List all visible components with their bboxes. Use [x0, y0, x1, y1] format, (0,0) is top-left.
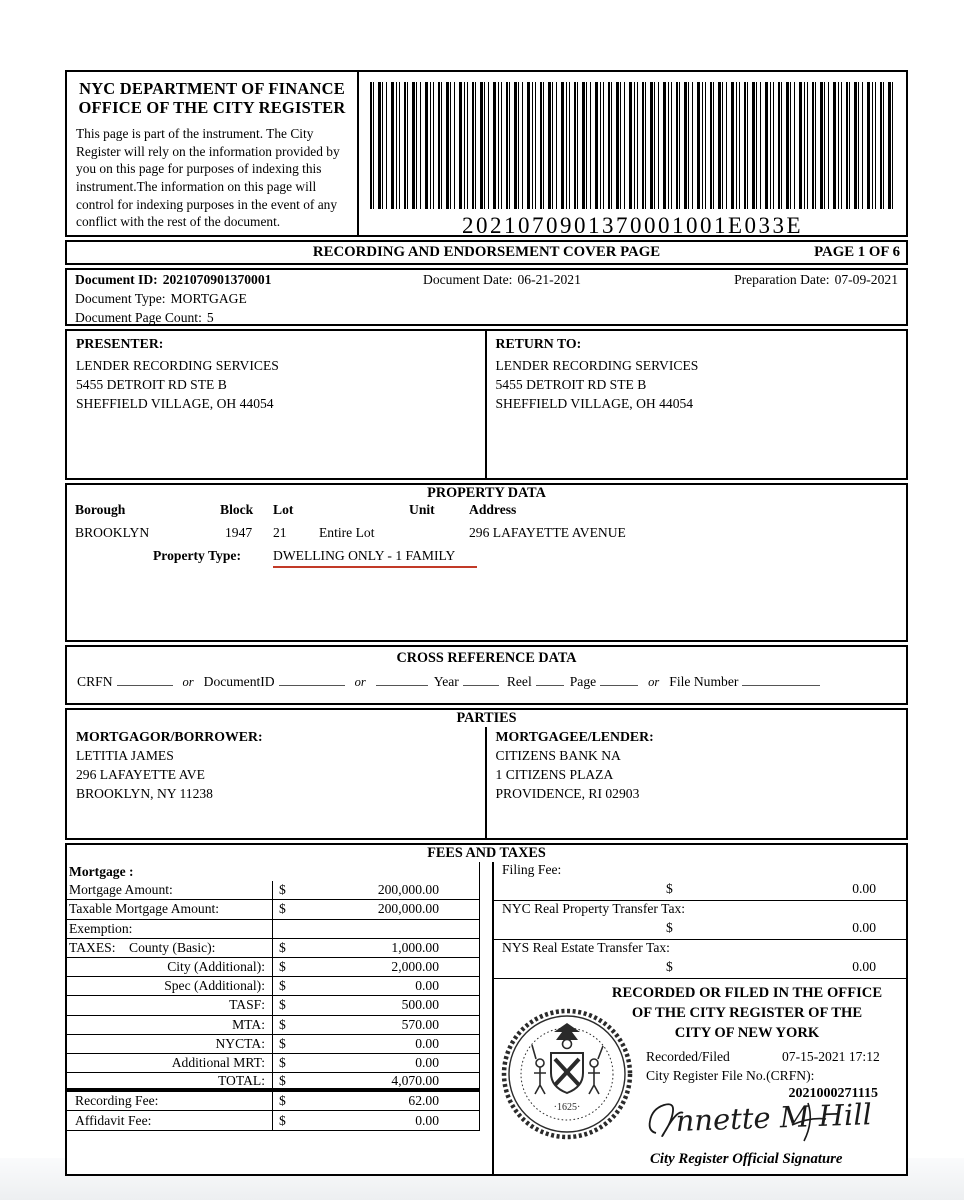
year-blank: [463, 673, 499, 686]
currency-symbol: $: [279, 1112, 286, 1128]
currency-symbol: $: [279, 997, 286, 1013]
currency-symbol: $: [279, 978, 286, 994]
address-header: Address: [469, 502, 517, 517]
presenter-name: LENDER RECORDING SERVICES: [76, 358, 279, 374]
agency-title-line2: OFFICE OF THE CITY REGISTER: [78, 98, 346, 118]
borrower-address2: BROOKLYN, NY 11238: [76, 785, 213, 801]
currency-symbol: $: [279, 901, 286, 917]
preparation-date-value: 07-09-2021: [834, 272, 898, 287]
recorded-filed-box: [494, 979, 906, 1178]
document-type-label: Document Type:: [75, 291, 166, 306]
currency-symbol: $: [279, 1035, 286, 1051]
lender-title: MORTGAGEE/LENDER:: [495, 729, 654, 744]
recorded-heading-line1: RECORDED OR FILED IN THE OFFICE: [611, 985, 883, 1001]
barcode-number: 2021070901370001001E033E: [461, 213, 804, 238]
fee-row-mortgage-amount: [67, 881, 480, 900]
fees-body: [67, 862, 906, 1175]
recording-cover-document: [65, 70, 908, 1176]
or-word-1: or: [182, 675, 194, 689]
page-count-label: Document Page Count:: [75, 310, 202, 325]
borrower-title: MORTGAGOR/BORROWER:: [76, 729, 263, 744]
documentid-blank: [279, 673, 345, 686]
signature-name-text: nnette M Hill: [675, 1097, 873, 1138]
lender-address1: 1 CITIZENS PLAZA: [495, 766, 614, 782]
lot-extent-value: Entire Lot: [319, 525, 375, 540]
borrower-address1: 296 LAFAYETTE AVE: [76, 766, 205, 782]
document-info-section: [65, 268, 908, 326]
address-value: 296 LAFAYETTE AVENUE: [469, 525, 626, 540]
header-section: [65, 70, 908, 237]
fee-row-label: Spec (Additional):: [164, 978, 265, 994]
borough-header: Borough: [75, 502, 126, 517]
crfn-file-value: 2021000271115: [788, 1086, 878, 1101]
fees-title: FEES AND TAXES: [427, 845, 546, 861]
currency-symbol: $: [666, 959, 673, 974]
barcode-image: [370, 82, 895, 209]
return-to-address1: 5455 DETROIT RD STE B: [495, 376, 647, 392]
recorded-filed-label: Recorded/Filed: [646, 1049, 730, 1064]
agency-title-line1: NYC DEPARTMENT OF FINANCE: [79, 79, 345, 98]
nyc-city-seal-icon: [500, 1007, 634, 1141]
presenter-address1: 5455 DETROIT RD STE B: [76, 376, 227, 392]
fee-row-label: MTA:: [232, 1016, 265, 1032]
lender-box: [487, 727, 907, 839]
property-type-label: Property Type:: [153, 548, 241, 563]
page-blank: [600, 673, 638, 686]
filing-fee-amount: 0.00: [852, 881, 876, 896]
fee-row-label: [67, 940, 272, 956]
nys-rett-block: [494, 940, 906, 979]
presenter-return-section: [65, 329, 908, 480]
title-bar: [65, 240, 908, 265]
lot-value: 21: [273, 525, 287, 540]
page-number-label: PAGE 1 OF 6: [814, 244, 900, 260]
currency-symbol: $: [279, 1054, 286, 1070]
reel-blank: [536, 673, 564, 686]
fee-amount: 570.00: [401, 1016, 439, 1032]
agency-box: [67, 72, 359, 235]
fee-row-label: Mortgage Amount:: [69, 882, 173, 898]
fee-amount: 0.00: [415, 978, 439, 994]
fee-row-label: Exemption:: [69, 920, 133, 936]
agency-notice: This page is part of the instrument. The City Register will rely on the information provided by you on this page for purposes of indexing this instrument.The information on this page will control for indexing purposes in the event of any conflict with the rest of the document.: [76, 125, 340, 230]
borrower-name: LETITIA JAMES: [76, 748, 174, 764]
pre-year-blank: [376, 673, 428, 686]
fee-row-label: NYCTA:: [215, 1035, 265, 1051]
block-value: 1947: [225, 525, 253, 540]
seal-year-text: ·1625·: [553, 1102, 581, 1113]
parties-section: [65, 708, 908, 840]
fee-amount: 2,000.00: [391, 959, 439, 975]
document-type-value: MORTGAGE: [170, 291, 247, 306]
fee-amount: 200,000.00: [377, 882, 439, 898]
recorded-filed-value: 07-15-2021 17:12: [782, 1049, 880, 1064]
or-word-3: or: [648, 675, 660, 689]
borough-value: BROOKLYN: [75, 525, 150, 540]
fee-amount: 1,000.00: [391, 939, 439, 955]
file-number-label: File Number: [669, 674, 739, 689]
nyc-rptt-label: NYC Real Property Transfer Tax:: [502, 901, 686, 916]
crfn-label: CRFN: [77, 674, 113, 689]
year-label: Year: [433, 674, 459, 689]
return-to-address2: SHEFFIELD VILLAGE, OH 44054: [495, 395, 694, 411]
nys-rett-label: NYS Real Estate Transfer Tax:: [502, 940, 670, 955]
crfn-file-label: City Register File No.(CRFN):: [646, 1068, 815, 1083]
fees-and-taxes-section: [65, 843, 908, 1176]
presenter-box: [67, 331, 487, 478]
fee-amount: 0.00: [415, 1112, 439, 1128]
currency-symbol: $: [279, 1016, 286, 1032]
fee-row-county-basic: [67, 939, 480, 958]
fee-row-label: Taxable Mortgage Amount:: [69, 901, 220, 917]
block-header: Block: [220, 502, 254, 517]
return-to-name: LENDER RECORDING SERVICES: [495, 358, 699, 374]
filing-fee-label: Filing Fee:: [502, 862, 562, 877]
fee-row-sublabel: County (Basic):: [129, 939, 216, 955]
documentid-label: DocumentID: [203, 674, 275, 689]
fee-amount: 4,070.00: [391, 1072, 439, 1088]
taxes-prefix: TAXES:: [69, 939, 116, 955]
cross-reference-line: [77, 673, 896, 690]
presenter-title: PRESENTER:: [76, 336, 164, 351]
fee-row-label: TOTAL:: [218, 1072, 265, 1088]
city-register-signature: [642, 1095, 892, 1147]
nyc-rptt-amount: 0.00: [852, 920, 876, 935]
cover-title: RECORDING AND ENDORSEMENT COVER PAGE: [312, 244, 661, 260]
fee-row-label: Mortgage :: [69, 863, 134, 879]
fee-row-total: [67, 1073, 480, 1092]
fee-row-mortgage-header: [67, 862, 480, 881]
return-to-box: [487, 331, 907, 478]
currency-symbol: $: [279, 959, 286, 975]
fee-row-nycta: [67, 1035, 480, 1054]
fee-row-taxable-mortgage-amount: [67, 900, 480, 919]
page-label: Page: [569, 674, 597, 689]
fee-amount: 500.00: [401, 997, 439, 1013]
agency-title: [76, 79, 348, 118]
cross-reference-section: [65, 645, 908, 705]
fee-row-exemption: [67, 920, 480, 939]
document-date-label: Document Date:: [423, 272, 513, 287]
barcode-box: [359, 72, 906, 238]
page-count-value: 5: [206, 310, 214, 325]
document-id-row: [75, 272, 898, 291]
lot-header: Lot: [273, 502, 294, 517]
fee-amount: 200,000.00: [377, 901, 439, 917]
nys-rett-amount: 0.00: [852, 959, 876, 974]
fee-amount: 62.00: [408, 1093, 439, 1109]
fee-row-additional-mrt: [67, 1054, 480, 1073]
reel-label: Reel: [506, 674, 532, 689]
recorded-heading-line2: OF THE CITY REGISTER OF THE: [631, 1005, 863, 1021]
currency-symbol: $: [279, 939, 286, 955]
fee-row-spec-additional: [67, 977, 480, 996]
document-type-row: [75, 291, 898, 310]
property-data-title: PROPERTY DATA: [427, 485, 546, 501]
file-number-blank: [742, 673, 820, 686]
borrower-box: [67, 727, 487, 839]
fee-row-affidavit-fee: [67, 1111, 480, 1130]
fee-row-mta: [67, 1016, 480, 1035]
document-id-value: 2021070901370001: [162, 272, 272, 287]
or-word-2: or: [354, 675, 366, 689]
currency-symbol: $: [666, 881, 673, 896]
fees-right-column: [492, 862, 906, 1175]
currency-symbol: $: [666, 920, 673, 935]
document-date: [423, 272, 581, 288]
crfn-blank: [117, 673, 173, 686]
fee-row-label: Affidavit Fee:: [75, 1112, 152, 1128]
preparation-date-label: Preparation Date:: [734, 272, 830, 287]
document-id: [75, 272, 271, 287]
property-type-value: DWELLING ONLY - 1 FAMILY: [273, 548, 477, 568]
fee-row-label: Additional MRT:: [171, 1054, 265, 1070]
fee-row-label: Recording Fee:: [75, 1093, 159, 1109]
fee-amount: 0.00: [415, 1054, 439, 1070]
unit-header: Unit: [409, 502, 435, 517]
nyc-rptt-block: [494, 901, 906, 940]
fee-row-label: TASF:: [229, 997, 265, 1013]
currency-symbol: $: [279, 1072, 286, 1088]
fees-left-table: [67, 862, 492, 1175]
cross-reference-title: CROSS REFERENCE DATA: [396, 650, 577, 666]
fee-row-city-additional: [67, 958, 480, 977]
currency-symbol: $: [279, 882, 286, 898]
lender-address2: PROVIDENCE, RI 02903: [495, 785, 640, 801]
currency-symbol: $: [279, 1093, 286, 1109]
official-signature-caption: City Register Official Signature: [650, 1151, 843, 1167]
fee-row-label: City (Additional):: [167, 959, 265, 975]
document-date-value: 06-21-2021: [517, 272, 581, 287]
recorded-heading-line3: CITY OF NEW YORK: [674, 1025, 820, 1041]
document-page-count-row: [75, 310, 898, 329]
fee-row-recording-fee: [67, 1092, 480, 1111]
parties-title: PARTIES: [456, 710, 517, 726]
presenter-address2: SHEFFIELD VILLAGE, OH 44054: [76, 395, 274, 411]
return-to-title: RETURN TO:: [495, 336, 582, 351]
preparation-date: [734, 272, 898, 288]
filing-fee-block: [494, 862, 906, 901]
parties-columns: [67, 727, 906, 839]
property-data-section: [65, 483, 908, 642]
fee-amount: 0.00: [415, 1035, 439, 1051]
fee-row-tasf: [67, 996, 480, 1015]
lender-name: CITIZENS BANK NA: [495, 748, 621, 764]
document-id-label: Document ID:: [75, 272, 158, 287]
